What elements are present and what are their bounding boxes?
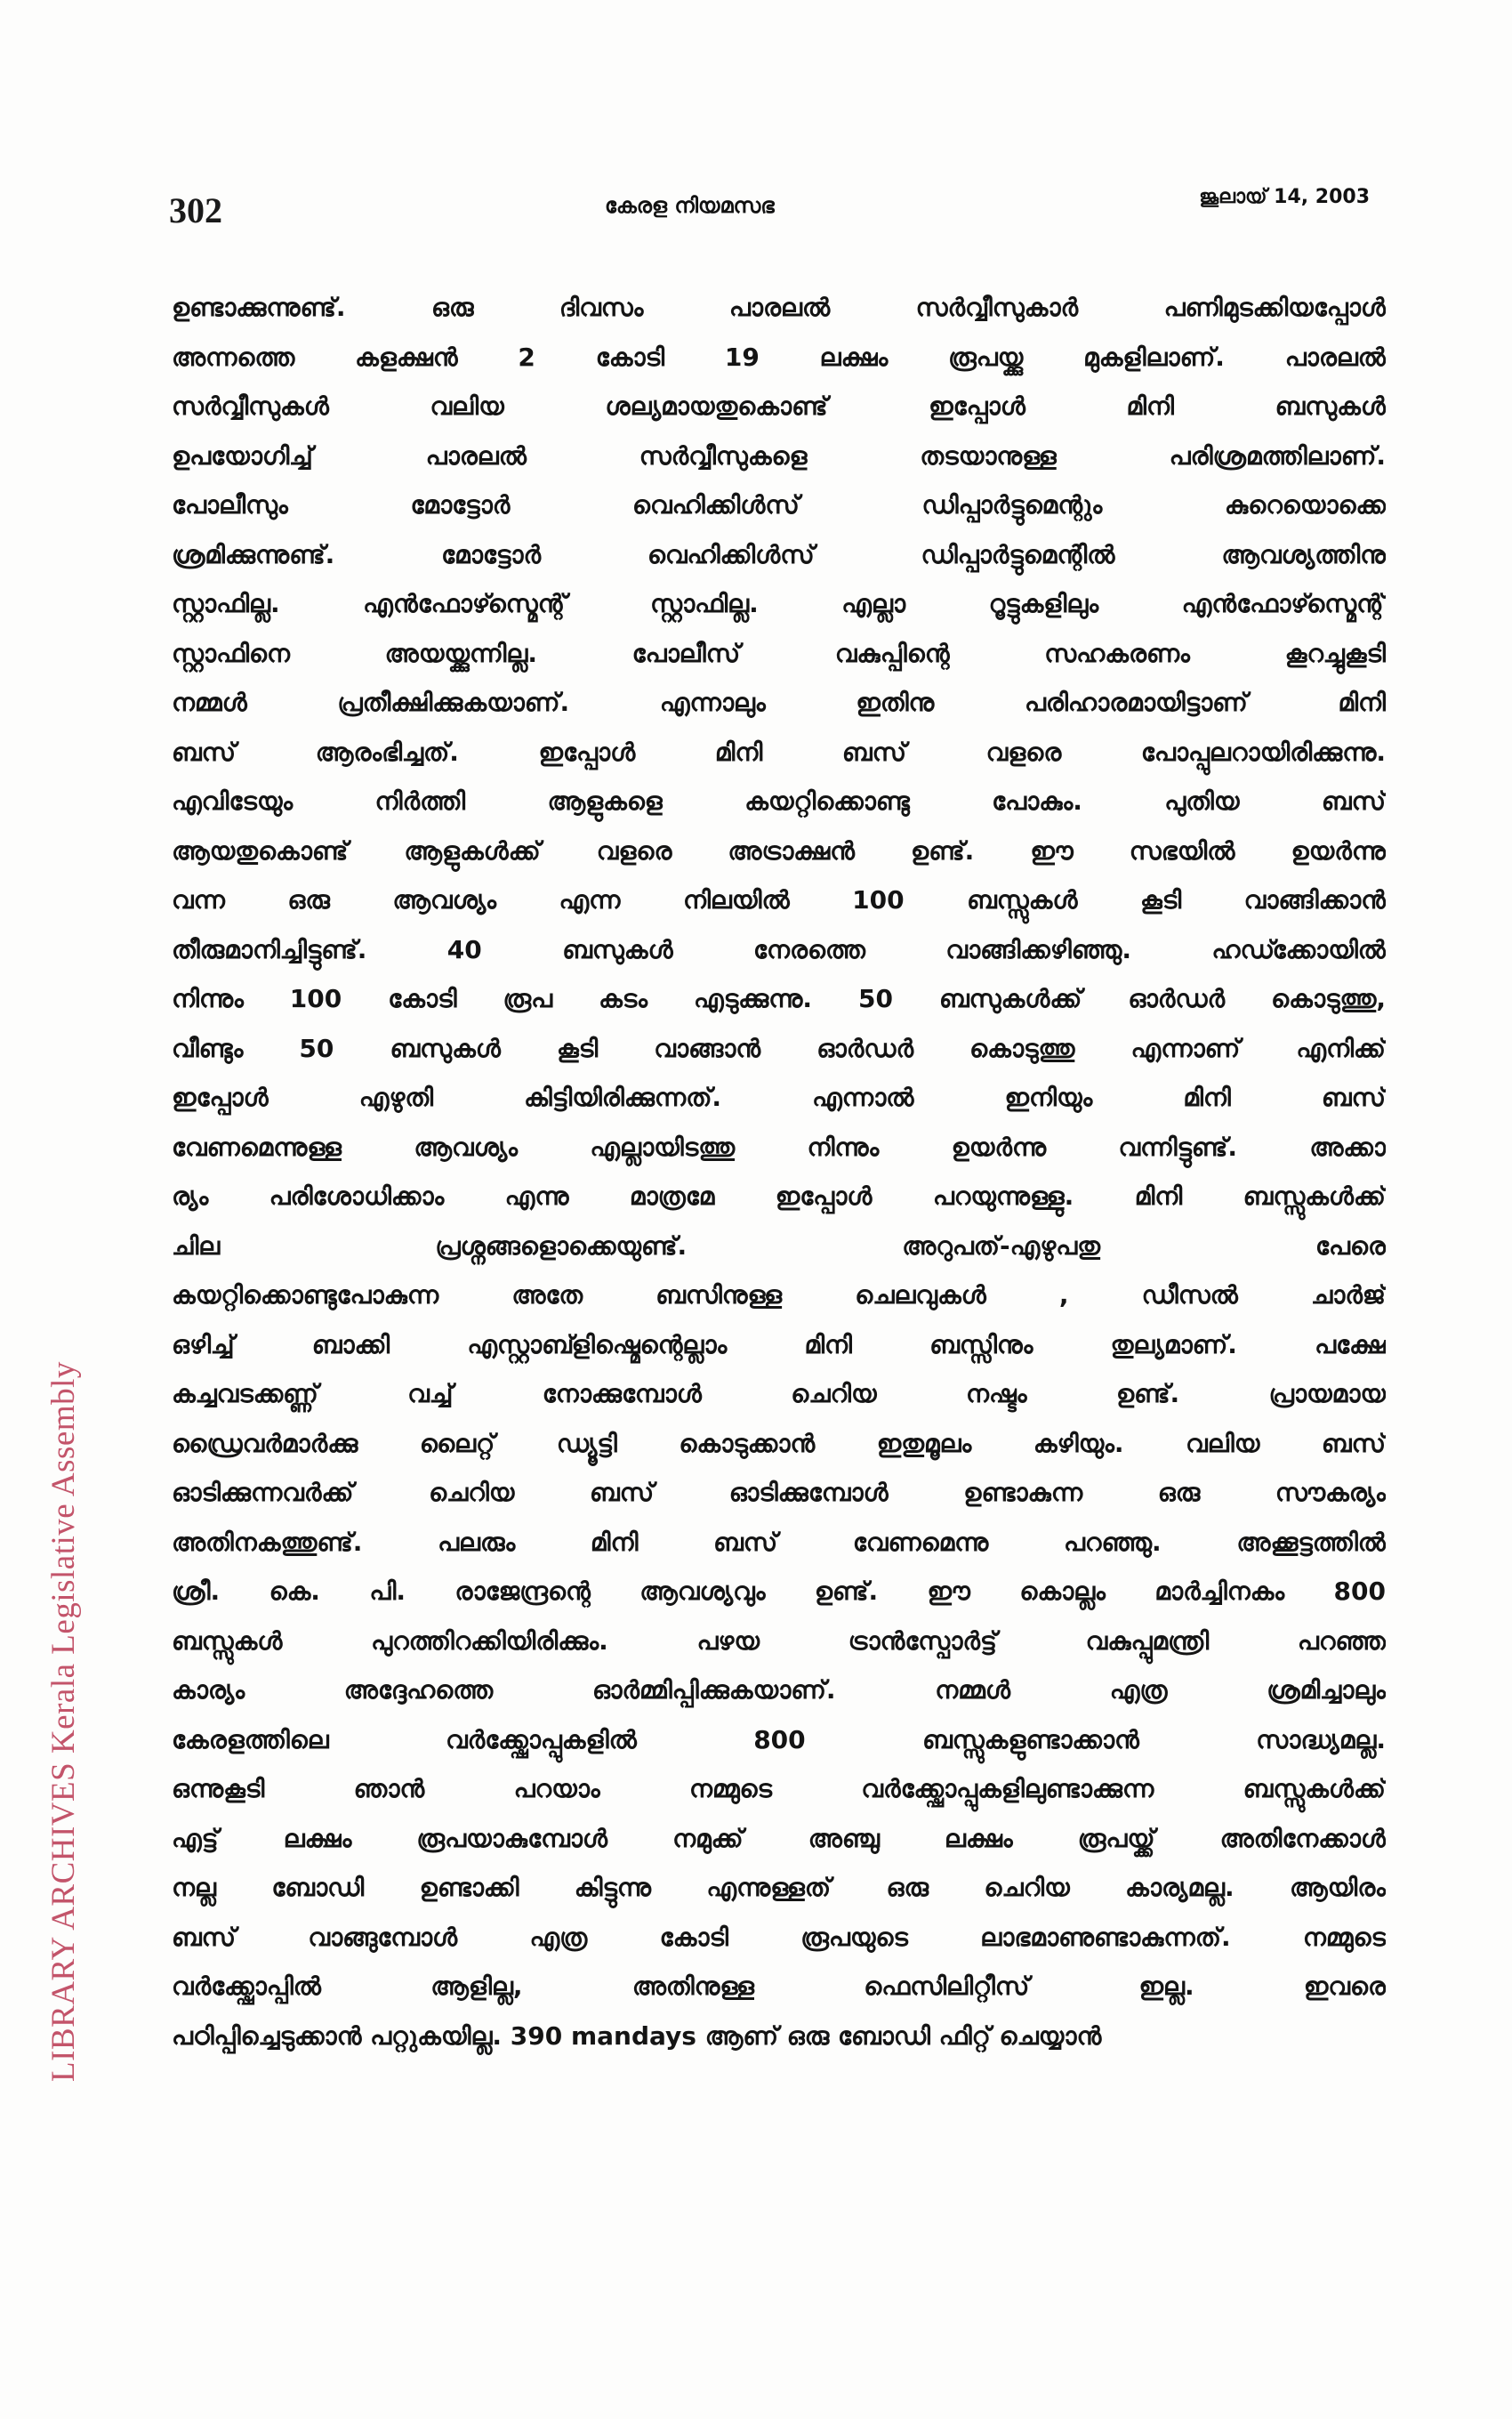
text-line: പോലീസും മോട്ടോർ വെഹിക്കിൾസ് ഡിപ്പാർട്ടുമെന്റും കുറെയൊക്കെ	[172, 490, 1386, 520]
text-line: കേരളത്തിലെ വർക്ക്ഷോപ്പുകളിൽ 800 ബസ്സുകളുണ്ടാക്കാൻ സാദ്ധ്യമല്ല.	[172, 1724, 1386, 1754]
text-line: ര്യം പരിശോധിക്കാം എന്നു മാത്രമേ ഇപ്പോൾ പറയുന്നുള്ളു. മിനി ബസ്സുകൾക്ക്	[172, 1181, 1386, 1211]
text-line: നിന്നും 100 കോടി രൂപ കടം എടുക്കുന്നു. 50 ബസുകൾക്ക് ഓർഡർ കൊടുത്തു,	[172, 984, 1386, 1013]
text-line: സർവ്വീസുകൾ വലിയ ശല്യമായതുകൊണ്ട് ഇപ്പോൾ മിനി ബസുകൾ	[172, 391, 1386, 421]
text-line: പഠിപ്പിച്ചെടുക്കാൻ പറ്റുകയില്ല. 390 mandays ആണ് ഒരു ബോഡി ഫിറ്റ് ചെയ്യാൻ	[172, 2020, 1102, 2051]
page-number: 302	[169, 190, 222, 230]
text-line: ഉണ്ടാക്കുന്നുണ്ട്. ഒരു ദിവസം പാരലൽ സർവ്വീസുകാർ പണിമുടക്കിയപ്പോൾ	[172, 293, 1386, 322]
text-line: ഓടിക്കുന്നവർക്ക് ചെറിയ ബസ് ഓടിക്കുമ്പോൾ ഉണ്ടാകുന്ന ഒരു സൗകര്യം	[172, 1478, 1386, 1507]
page-title: കേരള നിയമസഭ	[605, 193, 775, 218]
text-line: അതിനകത്തുണ്ട്. പലരും മിനി ബസ് വേണമെന്നു പറഞ്ഞു. അക്കൂട്ടത്തിൽ	[172, 1527, 1386, 1557]
text-line: ഒഴിച്ച് ബാക്കി എസ്റ്റാബ്ളിഷ്മെന്റെല്ലാം മിനി ബസ്സിനും തുല്യമാണ്. പക്ഷേ	[172, 1329, 1386, 1359]
page-header	[169, 173, 1370, 236]
text-line: ഒന്നുകൂടി ഞാൻ പറയാം നമ്മുടെ വർക്ക്ഷോപ്പുകളിലുണ്ടാക്കുന്ന ബസ്സുകൾക്ക്	[172, 1774, 1386, 1803]
text-line: ഇപ്പോൾ എഴുതി കിട്ടിയിരിക്കുന്നത്. എന്നാൽ ഇനിയും മിനി ബസ്	[172, 1083, 1386, 1112]
text-line: ബസ് ആരംഭിച്ചത്. ഇപ്പോൾ മിനി ബസ് വളരെ പോപ്പുലറായിരിക്കുന്നു.	[172, 737, 1386, 767]
text-line: സ്റ്റാഫിനെ അയയ്ക്കുന്നില്ല. പോലീസ് വകുപ്പിന്റെ സഹകരണം കൂറച്ചുകൂടി	[172, 638, 1386, 668]
text-line: ആയതുകൊണ്ട് ആളുകൾക്ക് വളരെ അട്രാക്ഷൻ ഉണ്ട്. ഈ സഭയിൽ ഉയർന്നു	[172, 835, 1386, 866]
archive-watermark	[44, 854, 98, 2082]
text-line: ശ്രമിക്കുന്നുണ്ട്. മോട്ടോർ വെഹിക്കിൾസ് ഡിപ്പാർട്ടുമെന്റിൽ ആവശ്യത്തിനു	[172, 539, 1386, 569]
text-line: കയറ്റിക്കൊണ്ടുപോകുന്ന അതേ ബസിനുള്ള ചെലവുകൾ , ഡീസൽ ചാർജ്	[172, 1280, 1386, 1310]
text-line: വന്ന ഒരു ആവശ്യം എന്ന നിലയിൽ 100 ബസ്സുകൾ കൂടി വാങ്ങിക്കാൻ	[172, 885, 1386, 915]
text-line: ബസ്സുകൾ പുറത്തിറക്കിയിരിക്കും. പഴയ ട്രാൻസ്പോർട്ട് വകുപ്പുമന്ത്രി പറഞ്ഞ	[172, 1625, 1386, 1656]
text-line: നമ്മൾ പ്രതീക്ഷിക്കുകയാണ്. എന്നാലും ഇതിനു പരിഹാരമായിട്ടാണ് മിനി	[172, 688, 1386, 717]
text-line: തീരുമാനിച്ചിട്ടുണ്ട്. 40 ബസുകൾ നേരത്തെ വാങ്ങിക്കഴിഞ്ഞു. ഹഡ്ക്കോയിൽ	[172, 934, 1386, 964]
watermark-text: LIBRARY ARCHIVES Kerala Legislative Assembly	[45, 1361, 82, 2082]
text-line: വേണമെന്നുള്ള ആവശ്യം എല്ലായിടത്തു നിന്നും ഉയർന്നു വന്നിട്ടുണ്ട്. അക്കാ	[172, 1132, 1386, 1162]
text-line: കാര്യം അദ്ദേഹത്തെ ഓർമ്മിപ്പിക്കുകയാണ്. നമ്മൾ എത്ര ശ്രമിച്ചാലും	[172, 1675, 1386, 1705]
text-line: എട്ട് ലക്ഷം രൂപയാകുമ്പോൾ നമുക്ക് അഞ്ചു ലക്ഷം രൂപയ്ക്ക് അതിനേക്കാൾ	[172, 1823, 1386, 1853]
text-line: ശ്രീ. കെ. പി. രാജേന്ദ്രന്റെ ആവശ്യവും ഉണ്ട്. ഈ കൊല്ലം മാർച്ചിനകം 800	[172, 1576, 1386, 1606]
text-line: നല്ല ബോഡി ഉണ്ടാക്കി കിട്ടുന്നു എന്നുള്ളത് ഒരു ചെറിയ കാര്യമല്ല. ആയിരം	[172, 1873, 1386, 1902]
text-line: സ്റ്റാഫില്ല. എൻഫോഴ്സ്മെന്റ് സ്റ്റാഫില്ല. എല്ലാ റൂട്ടുകളിലും എൻഫോഴ്സ്മെന്റ്	[172, 589, 1386, 618]
text-line: ചില പ്രശ്നങ്ങളൊക്കെയുണ്ട്. അറുപത്-എഴുപതു പേരെ	[172, 1230, 1386, 1261]
text-line: ബസ് വാങ്ങുമ്പോൾ എത്ര കോടി രൂപയുടെ ലാഭമാണുണ്ടാകുന്നത്. നമ്മുടെ	[172, 1922, 1386, 1952]
text-line: വീണ്ടും 50 ബസുകൾ കൂടി വാങ്ങാൻ ഓർഡർ കൊടുത്തു എന്നാണ് എനിക്ക്	[172, 1033, 1386, 1063]
text-line: ഡ്രൈവർമാർക്കു ലൈറ്റ് ഡ്യൂട്ടി കൊടുക്കാൻ ഇതുമൂലം കഴിയും. വലിയ ബസ്	[172, 1428, 1386, 1458]
page-date: ജൂലായ് 14, 2003	[1199, 186, 1370, 208]
text-line: ഉപയോഗിച്ച് പാരലൽ സർവ്വീസുകളെ തടയാനുള്ള പരിശ്രമത്തിലാണ്.	[172, 440, 1386, 471]
text-line: കച്ചവടക്കണ്ണ് വച്ച് നോക്കുമ്പോൾ ചെറിയ നഷ്ടം ഉണ്ട്. പ്രായമായ	[172, 1379, 1386, 1408]
text-line: വർക്ക്ഷോപ്പിൽ ആളില്ല, അതിനുള്ള ഫെസിലിറ്റീസ് ഇല്ല. ഇവരെ	[172, 1971, 1386, 2001]
text-line: അന്നത്തെ കളക്ഷൻ 2 കോടി 19 ലക്ഷം രൂപയ്ക്കു മുകളിലാണ്. പാരലൽ	[172, 342, 1386, 372]
text-line: എവിടേയും നിർത്തി ആളുകളെ കയറ്റിക്കൊണ്ടു പോകും. പുതിയ ബസ്	[172, 786, 1386, 816]
body-text	[172, 283, 1386, 2060]
